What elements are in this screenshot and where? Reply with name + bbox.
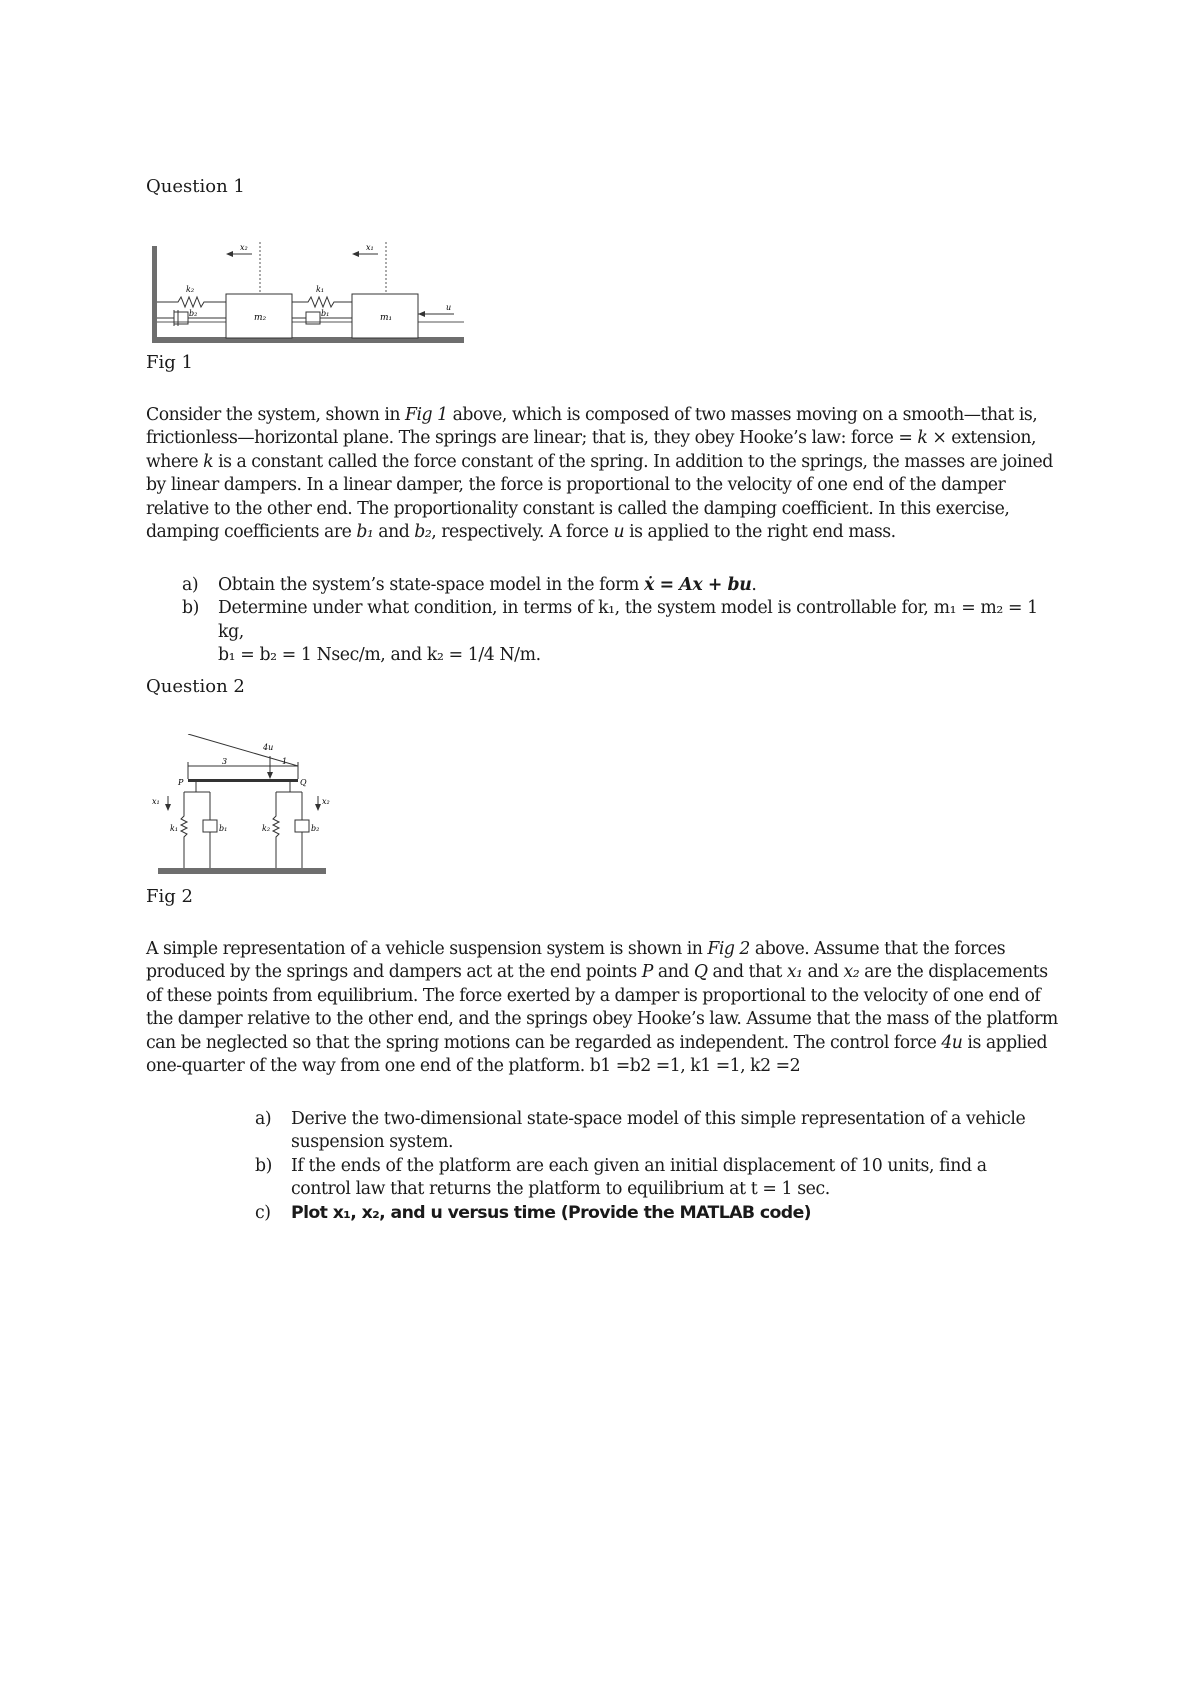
question-2-paragraph: A simple representation of a vehicle suspension system is shown in Fig 2 above. Assume that the forces produced by the springs and dampers act at the end points P and Q and that x₁ and x₂ are the displacements of these points from equilibrium. The force exerted by a damper is proportional to the velocity of one end of the damper relative to the other end, and the springs obey Hooke’s law. Assume that the mass of the platform can be neglected so that the spring motions can be regarded as independent. The control force 4u is applied one-quarter of the way from one end of the platform. b1 =b2 =1, k1 =1, k2 =2 — [146, 939, 1058, 1077]
label-m2: m₂ — [254, 313, 267, 323]
spring-k1 — [181, 792, 187, 868]
question-1-paragraph: Consider the system, shown in Fig 1 above, which is composed of two masses moving on a smooth—that is, frictionless—horizontal plane. The springs are linear; that is, they obey Hooke’s law: force = k × extension, where k is a constant called the force constant of the spring. In addition to the springs, the masses are joined by linear dampers. In a linear damper, the force is proportional to the velocity of one end of the damper relative to the other end. The proportionality constant is called the damping coefficient. In this exercise, damping coefficients are b₁ and b₂, respectively. A force u is applied to the right end mass. — [146, 405, 1053, 543]
label-m1: m₁ — [380, 313, 393, 323]
spring-k2 — [273, 792, 279, 868]
question-2-items — [255, 1108, 1045, 1225]
spring-k2 — [157, 297, 226, 307]
damper-b2 — [295, 820, 309, 832]
list-item: a) Derive the two-dimensional state-space model of this simple representation of a vehicle suspension system. — [255, 1109, 1026, 1153]
label-1: 1 — [282, 757, 288, 766]
label-x1: x₁ — [152, 797, 160, 806]
fig-1-diagram — [148, 238, 470, 348]
label-b2: b₂ — [311, 824, 320, 833]
list-item: b) Determine under what condition, in terms of k₁, the system model is controllable for, m₁ = m₂ = 1 kg, b₁ = b₂ = 1 Nsec/m, and k₂ = 1/4 N/m. — [182, 598, 1038, 666]
damper-b1 — [203, 820, 217, 832]
question-1-heading: Question 1 — [146, 176, 245, 197]
label-u: u — [446, 303, 452, 312]
question-1-items — [182, 574, 1062, 668]
x2-arrow — [226, 251, 233, 257]
label-x2: x₂ — [322, 797, 330, 806]
question-2-heading: Question 2 — [146, 676, 245, 697]
label-k2: k₂ — [262, 824, 271, 833]
label-3: 3 — [222, 757, 228, 766]
label-x1: x₁ — [366, 243, 374, 252]
fig-1-caption: Fig 1 — [146, 352, 193, 373]
label-k2: k₂ — [186, 285, 195, 294]
label-b1: b₁ — [321, 309, 330, 318]
ground — [158, 868, 326, 874]
list-item: c) Plot x₁, x₂, and u versus time (Provide the MATLAB code) — [255, 1202, 811, 1223]
label-Q: Q — [300, 778, 307, 787]
label-b1: b₁ — [219, 824, 228, 833]
force-u-arrow — [418, 311, 425, 317]
x1-arrow — [165, 804, 171, 811]
label-4u: 4u — [263, 743, 274, 752]
list-item: b) If the ends of the platform are each given an initial displacement of 10 units, find a control law that returns the platform to equilibrium at t = 1 sec. — [255, 1155, 987, 1200]
list-item: a) Obtain the system’s state-space model in the form ẋ = Ax + bu. — [182, 575, 757, 595]
spring-k1 — [292, 297, 352, 307]
label-k1: k₁ — [170, 824, 179, 833]
fig-2-caption: Fig 2 — [146, 886, 193, 907]
x1-arrow — [352, 251, 359, 257]
platform — [188, 779, 298, 782]
x2-arrow — [315, 804, 321, 811]
label-P: P — [178, 778, 184, 787]
label-k1: k₁ — [316, 285, 325, 294]
force-4u-arrow — [267, 772, 273, 779]
wall — [152, 246, 157, 342]
fig-2-diagram — [148, 734, 330, 882]
label-b2: b₂ — [189, 309, 198, 318]
label-x2: x₂ — [240, 243, 248, 252]
